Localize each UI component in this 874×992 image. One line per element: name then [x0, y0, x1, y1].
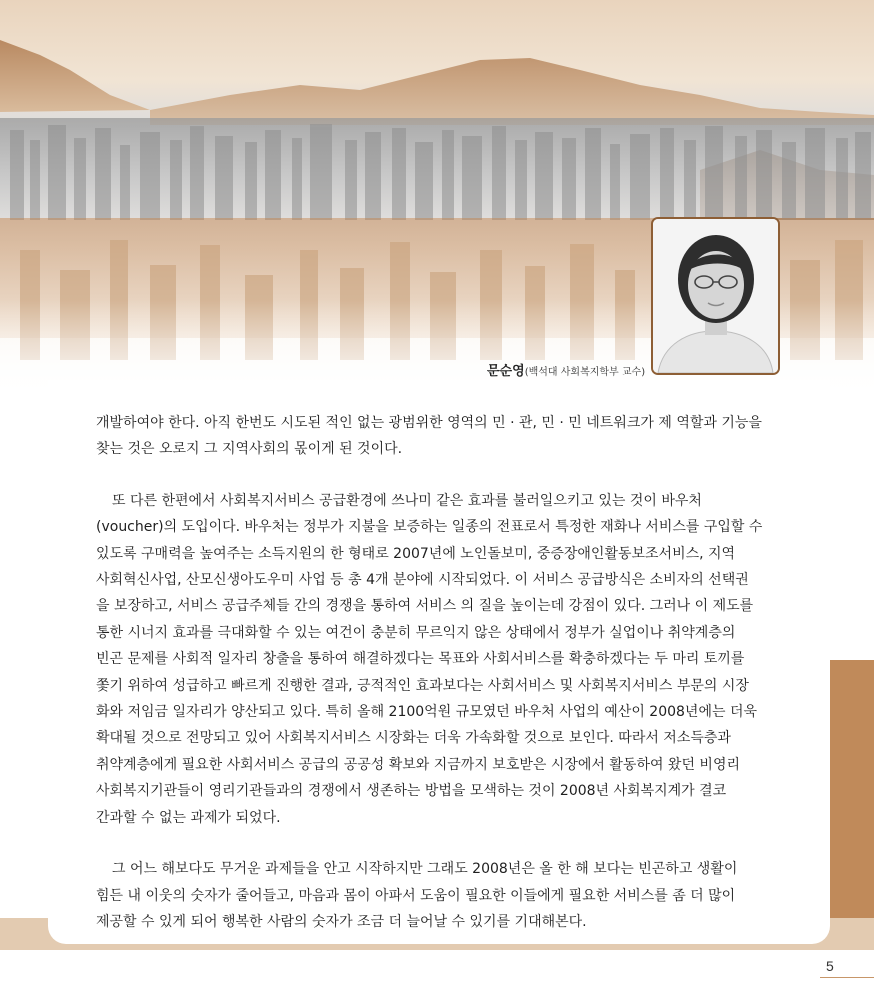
text-line: 또 다른 한편에서 사회복지서비스 공급환경에 쓰나미 같은 효과를 불러일으키고 있는 것이 바우처 — [112, 492, 702, 509]
text-line: 찾는 것은 오로지 그 지역사회의 몫이게 된 것이다. — [96, 441, 403, 458]
author-affiliation: (백석대 사회복지학부 교수) — [524, 367, 646, 378]
author-caption — [487, 360, 645, 379]
text-line: 확대될 것으로 전망되고 있어 사회복지서비스 시장화는 더욱 가속화할 것으로 보인다. 따라서 저소득층과 — [96, 730, 731, 747]
text-line: 통한 시너지 효과를 극대화할 수 있는 여건이 충분히 무르익지 않은 상태에서 정부가 실업이나 취약계층의 — [96, 624, 736, 641]
paragraph — [96, 488, 780, 831]
portrait-illustration — [653, 219, 778, 373]
text-line: 빈곤 문제를 사회적 일자리 창출을 통하여 해결하겠다는 목표와 사회서비스를 확충하겠다는 두 마리 토끼를 — [96, 651, 745, 668]
author-name: 문순영 — [487, 364, 525, 379]
author-photo — [651, 217, 780, 375]
text-line: 쫓기 위하여 성급하고 빠르게 진행한 결과, 긍적적인 효과보다는 사회서비스 및 사회복지서비스 부문의 시장 — [96, 677, 749, 694]
paragraph — [96, 856, 780, 935]
page-number: 5 — [826, 958, 834, 974]
article-body — [96, 410, 780, 935]
text-line: 그 어느 해보다도 무거운 과제들을 안고 시작하지만 그래도 2008년은 올 한 해 보다는 빈곤하고 생활이 — [112, 861, 738, 878]
text-line: 화와 저임금 일자리가 양산되고 있다. 특히 올해 2100억원 규모였던 바우처 사업의 예산이 2008년에는 더욱 — [96, 704, 757, 721]
page-number-rule — [820, 977, 874, 978]
mountain-left — [0, 40, 150, 112]
text-line: 개발하여야 한다. 아직 한번도 시도된 적인 없는 광범위한 영역의 민 · 관, 민 · 민 네트워크가 제 역할과 기능을 — [96, 415, 762, 431]
text-line: 사회복지기관들이 영리기관들과의 경쟁에서 생존하는 방법을 모색하는 것이 2008년 사회복지계가 결코 — [96, 783, 727, 800]
text-line: 을 보장하고, 서비스 공급주체들 간의 경쟁을 통하여 서비스 의 질을 높이는데 강점이 있다. 그러나 이 제도를 — [96, 598, 754, 615]
text-line: 힘든 내 이웃의 숫자가 줄어들고, 마음과 몸이 아파서 도움이 필요한 이들에게 필요한 서비스를 좀 더 많이 — [96, 887, 736, 904]
text-line: (voucher)의 도입이다. 바우처는 정부가 지불을 보증하는 일종의 전표로서 특정한 재화나 서비스를 구입할 수 — [96, 519, 763, 536]
text-line: 있도록 구매력을 높여주는 소득지원의 한 형태로 2007년에 노인돌보미, 중증장애인활동보조서비스, 지역 — [96, 545, 736, 562]
paragraph — [96, 410, 780, 463]
text-line: 사회혁신사업, 산모신생아도우미 사업 등 총 4개 분야에 시작되었다. 이 서비스 공급방식은 소비자의 선택권 — [96, 572, 749, 589]
text-line: 간과할 수 없는 과제가 되었다. — [96, 809, 281, 826]
mountain-range — [150, 58, 874, 125]
text-line: 취약계층에게 필요한 사회서비스 공급의 공공성 확보와 지금까지 보호받은 시장에서 활동하여 왔던 비영리 — [96, 756, 741, 773]
text-line: 제공할 수 있게 되어 행복한 사람의 숫자가 조금 더 늘어날 수 있기를 기대해본다. — [96, 913, 587, 930]
right-decorative-band — [828, 660, 874, 920]
